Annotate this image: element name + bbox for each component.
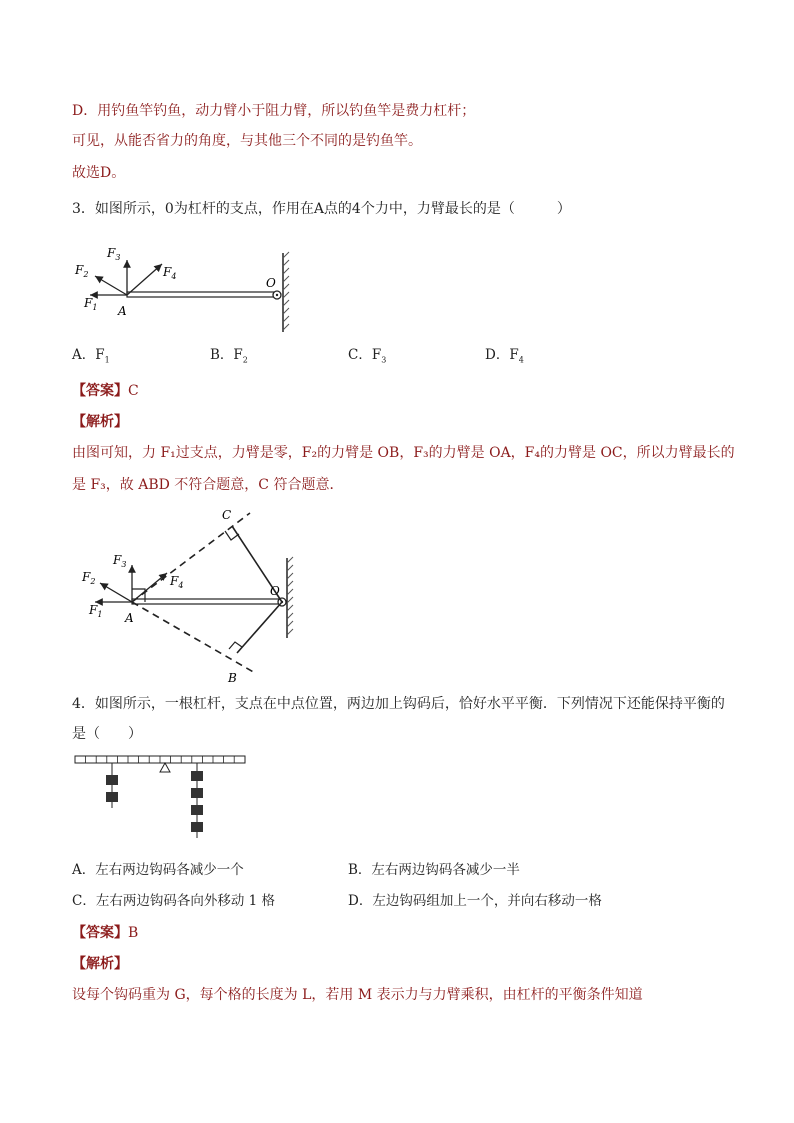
q3-option-a[interactable]: A．$F_1$ — [72, 347, 110, 365]
q2-conclusion: 可见，从能否省力的角度，与其他三个不同的是钓鱼竿。 — [72, 133, 422, 149]
q4-analysis-tag: 【解析】 — [72, 956, 128, 972]
svg-text:F2: $F_2$ — [82, 570, 96, 586]
force-f2-arrow — [95, 276, 127, 295]
label-f3: $F_3$ — [107, 246, 121, 262]
q2-option-d: D．用钓鱼竿钓鱼，动力臂小于阻力臂，所以钓鱼竿是费力杠杆； — [72, 103, 476, 119]
q3-analysis-line1: 由图可知，力 F₁过支点，力臂是零，F₂的力臂是 OB，F₃的力臂是 OA，F₄的力臂是 OC，所以力臂最长的 — [72, 445, 735, 461]
q3-option-b[interactable]: B．$F_2$ — [210, 347, 248, 365]
wall-hatching — [283, 252, 289, 330]
label-b: B — [228, 671, 237, 685]
q4-stem-line1: 4．如图所示，一根杠杆，支点在中点位置，两边加上钩码后，恰好水平平衡．下列情况下还能保持平衡的 — [72, 696, 725, 712]
q4-answer: 【答案】B — [72, 925, 139, 941]
label-c: C — [222, 508, 232, 522]
q3-figure-lever — [70, 238, 300, 338]
label-a: A — [118, 304, 127, 318]
fulcrum-triangle — [160, 763, 170, 772]
left-weight-2 — [106, 792, 118, 802]
q4-option-a[interactable]: A．左右两边钩码各减少一个 — [72, 862, 244, 878]
label-f4: $F_4$ — [163, 265, 177, 281]
right-weight-3 — [191, 805, 203, 815]
q3-figure-force-arms — [75, 503, 305, 688]
q4-figure-balance — [74, 752, 248, 844]
q3-option-d[interactable]: D．$F_4$ — [485, 347, 524, 365]
q4-option-b[interactable]: B．左右两边钩码各减少一半 — [348, 862, 520, 878]
label-o2: O — [270, 584, 280, 598]
q3-option-c[interactable]: C．$F_3$ — [348, 347, 387, 365]
label-f1: $F_1$ — [84, 296, 98, 312]
force-f4-arrow — [127, 264, 162, 295]
svg-text:F4: $F_4$ — [170, 574, 184, 590]
right-weight-4 — [191, 822, 203, 832]
left-weight-1 — [106, 775, 118, 785]
q3-answer: 【答案】C — [72, 383, 139, 399]
q3-stem: 3．如图所示，0为杠杆的支点，作用在A点的4个力中，力臂最长的是（ ） — [72, 201, 571, 217]
q2-choose: 故选D。 — [72, 165, 126, 181]
q4-stem-line2: 是（ ） — [72, 726, 142, 742]
right-weight-1 — [191, 771, 203, 781]
f2-line-of-action — [132, 602, 255, 673]
lever-bar — [127, 292, 277, 297]
arm-ob — [237, 602, 282, 653]
svg-text:F3: $F_3$ — [113, 553, 127, 569]
q3-analysis-line2: 是 F₃，故 ABD 不符合题意，C 符合题意． — [72, 477, 344, 493]
q4-analysis-line1: 设每个钩码重为 G，每个格的长度为 L，若用 M 表示力与力臂乘积，由杠杆的平衡条件知道 — [72, 987, 643, 1003]
label-a2: A — [125, 611, 134, 625]
label-f2: $F_2$ — [75, 263, 89, 279]
right-weight-2 — [191, 788, 203, 798]
q4-option-c[interactable]: C．左右两边钩码各向外移动 1 格 — [72, 893, 276, 909]
svg-text:F1: $F_1$ — [89, 603, 103, 619]
q3-analysis-tag: 【解析】 — [72, 414, 128, 430]
q4-option-d[interactable]: D．左边钩码组加上一个，并向右移动一格 — [348, 893, 602, 909]
label-o: O — [266, 276, 276, 290]
